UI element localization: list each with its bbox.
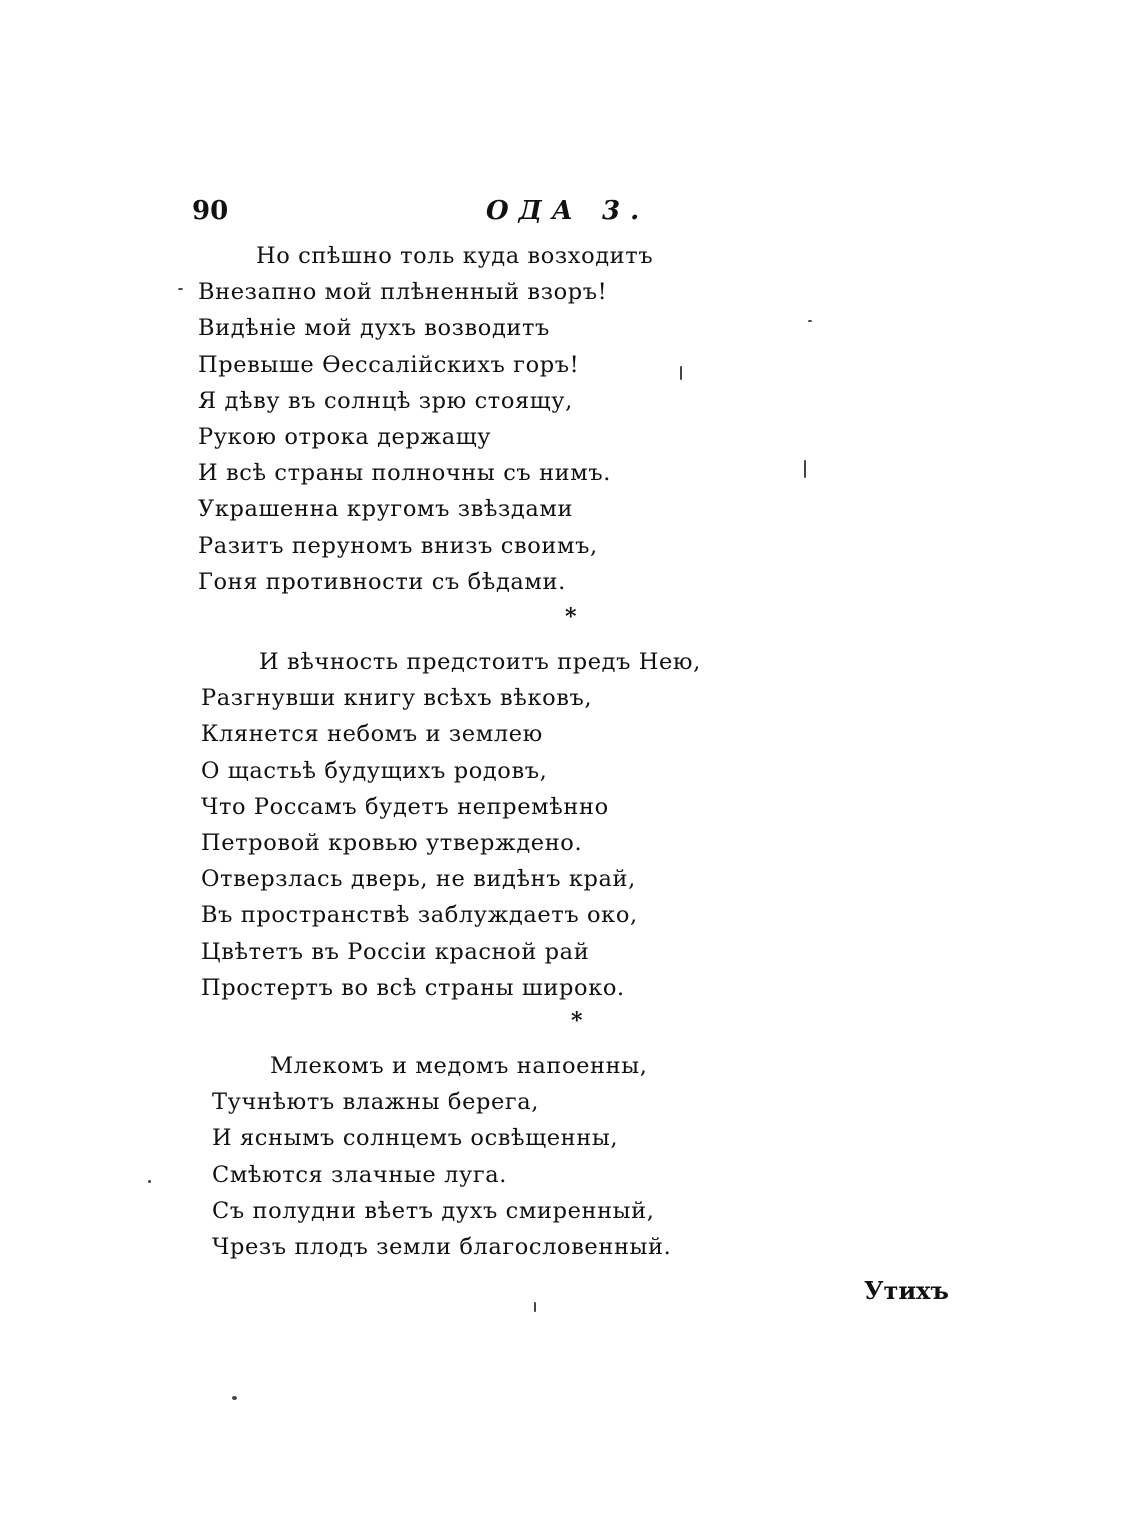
print-speck — [534, 1302, 536, 1312]
stanza-separator: * — [571, 1008, 583, 1034]
verse-line: Петровой кровью утверждено. — [201, 829, 583, 856]
verse-line: Клянется небомъ и землею — [201, 721, 543, 748]
verse-line: И всѣ страны полночны съ нимъ. — [198, 460, 612, 487]
verse-line: Простертъ во всѣ страны широко. — [201, 974, 625, 1001]
verse-line: Украшенна кругомъ звѣздами — [198, 496, 574, 523]
verse-line: Что Россамъ будетъ непремѣнно — [201, 793, 609, 820]
print-speck — [804, 460, 806, 478]
verse-line: Разитъ перуномъ внизъ своимъ, — [198, 532, 598, 559]
verse-line: Смѣются злачные луга. — [212, 1161, 507, 1188]
verse-line: Превыше Ѳессалійскихъ горъ! — [198, 351, 580, 378]
stanza-2 — [201, 644, 701, 1006]
print-speck — [680, 366, 682, 380]
stanza-separator: * — [565, 604, 577, 630]
verse-line: Чрезъ плодъ земли благословенный. — [212, 1233, 672, 1260]
verse-line: Съ полудни вѣетъ духъ смиренный, — [212, 1197, 655, 1224]
verse-line: Но спѣшно толь куда возходитъ — [256, 243, 654, 269]
verse-line: Гоня противности съ бѣдами. — [198, 568, 566, 595]
verse-line: Я дѣву въ солнцѣ зрю стоящу, — [198, 387, 573, 414]
verse-line: Разгнувши книгу всѣхъ вѣковъ, — [201, 685, 593, 712]
stanza-1 — [198, 238, 653, 600]
verse-line: Въ пространствѣ заблуждаетъ око, — [201, 902, 638, 929]
verse-line: Отверзлась дверь, не видѣнъ край, — [201, 866, 636, 893]
print-speck — [148, 1180, 151, 1183]
verse-line: И вѣчность предстоитъ предъ Нею, — [259, 649, 701, 675]
verse-line: О щастьѣ будущихъ родовъ, — [201, 757, 548, 784]
print-speck — [232, 1396, 237, 1400]
verse-line: Цвѣтетъ въ Россіи красной рай — [201, 938, 590, 965]
running-title: ОДА 3. — [486, 196, 650, 226]
verse-line: Видѣніе мой духъ возводитъ — [198, 315, 550, 342]
verse-line: Млекомъ и медомъ напоенны, — [270, 1053, 648, 1079]
page-number: 90 — [192, 196, 229, 226]
verse-line: И яснымъ солнцемъ освѣщенны, — [212, 1125, 619, 1152]
verse-line: Тучнѣютъ влажны берега, — [212, 1089, 540, 1116]
verse-line: Рукою отрока держащу — [198, 423, 492, 450]
print-speck — [178, 288, 183, 290]
stanza-3 — [212, 1048, 671, 1265]
catchword: Утихъ — [864, 1276, 949, 1305]
print-speck — [808, 320, 812, 322]
verse-line: Внезапно мой плѣненный взоръ! — [198, 279, 608, 306]
